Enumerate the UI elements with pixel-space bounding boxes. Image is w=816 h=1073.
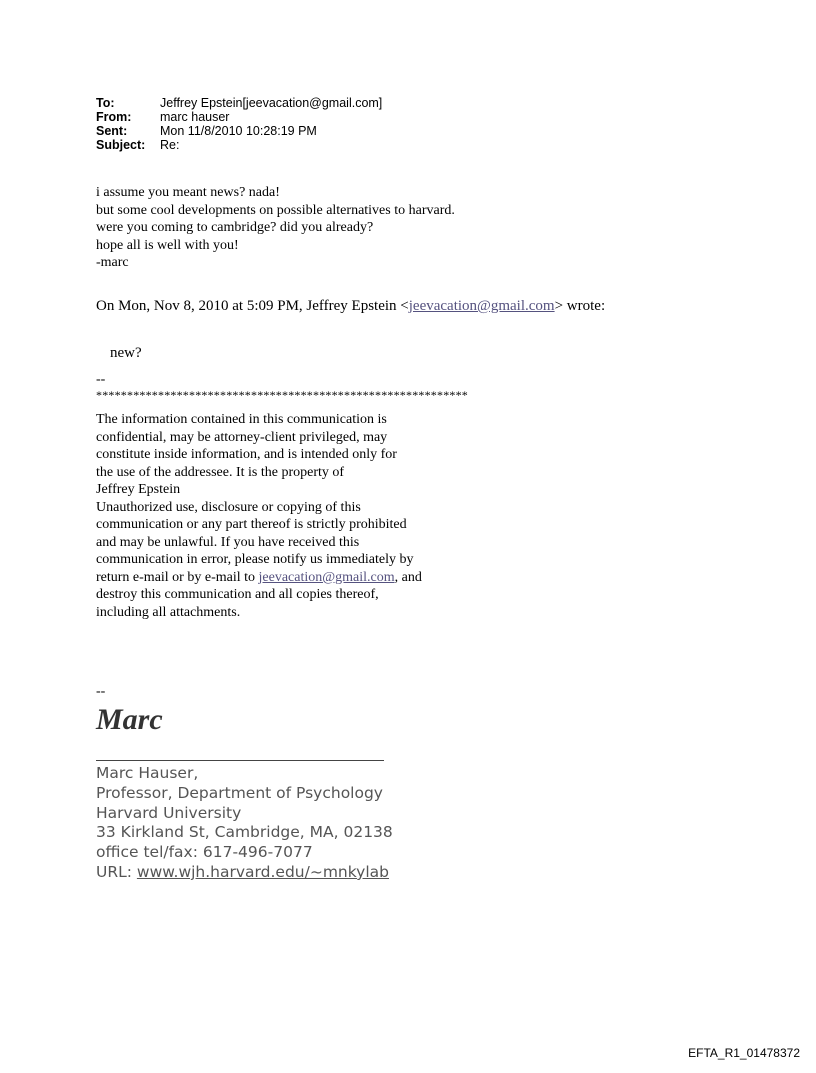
signature-contact <box>96 764 393 883</box>
disclaimer-line: including all attachments. <box>96 604 241 620</box>
from-label: From: <box>96 110 132 124</box>
subject-row <box>96 138 382 152</box>
subject-label: Subject: <box>96 138 146 152</box>
from-row <box>96 110 382 124</box>
quoted-message <box>110 345 142 363</box>
disclaimer-line: and may be unlawful. If you have received this <box>96 534 360 550</box>
disclaimer-line: confidential, may be attorney-client privileged, may <box>96 429 388 445</box>
contact-line: Harvard University <box>96 803 242 822</box>
quoted-signature-dash: -- <box>96 372 106 387</box>
quote-intro-text: On Mon, Nov 8, 2010 at 5:09 PM, Jeffrey Epstein < <box>96 298 409 314</box>
body-line: were you coming to cambridge? did you already? <box>96 220 374 235</box>
quote-attribution <box>96 298 796 316</box>
email-header <box>96 96 382 152</box>
signature-divider <box>96 760 384 761</box>
disclaimer-line: constitute inside information, and is intended only for <box>96 447 397 462</box>
signature-dash: -- <box>96 684 106 699</box>
disclaimer-line: the use of the addressee. It is the property of <box>96 464 345 480</box>
to-row <box>96 96 382 110</box>
email-body <box>96 184 455 272</box>
contact-line: Professor, Department of Psychology <box>96 783 383 802</box>
url-label: URL: <box>96 862 137 881</box>
disclaimer-email-link[interactable]: jeevacation@gmail.com <box>258 569 395 585</box>
signature-name: Marc <box>96 703 163 736</box>
contact-line: office tel/fax: 617-496-7077 <box>96 843 313 862</box>
disclaimer-line: destroy this communication and all copies thereof, <box>96 587 379 602</box>
disclaimer-line: Jeffrey Epstein <box>96 482 181 497</box>
subject-value: Re: <box>160 138 180 152</box>
sent-label: Sent: <box>96 124 128 138</box>
body-line: hope all is well with you! <box>96 237 239 253</box>
disclaimer-line: communication or any part thereof is strictly prohibited <box>96 517 407 532</box>
sent-row <box>96 124 382 138</box>
disclaimer-return-tail: , and <box>394 569 422 585</box>
quote-email-link[interactable]: jeevacation@gmail.com <box>408 298 555 314</box>
disclaimer-line: The information contained in this communication is <box>96 412 387 427</box>
lab-url-link[interactable]: www.wjh.harvard.edu/~mnkylab <box>136 862 389 881</box>
body-line: -marc <box>96 255 129 270</box>
disclaimer-line: communication in error, please notify us immediately by <box>96 552 414 567</box>
document-id: EFTA_R1_01478372 <box>688 1046 800 1060</box>
confidentiality-disclaimer <box>96 411 422 621</box>
to-label: To: <box>96 96 115 110</box>
contact-line: Marc Hauser, <box>96 764 199 782</box>
quote-intro-tail: > wrote: <box>554 298 606 314</box>
body-line: but some cool developments on possible alternatives to harvard. <box>96 202 455 218</box>
url-line <box>96 863 393 883</box>
to-value: Jeffrey Epstein[jeevacation@gmail.com] <box>160 96 383 110</box>
contact-line: 33 Kirkland St, Cambridge, MA, 02138 <box>96 823 393 842</box>
disclaimer-line <box>96 569 422 587</box>
from-value: marc hauser <box>160 110 230 124</box>
asterisk-separator: ************************************************************ <box>96 388 468 402</box>
disclaimer-line: Unauthorized use, disclosure or copying of this <box>96 499 361 515</box>
disclaimer-return-text: return e-mail or by e-mail to <box>96 569 259 585</box>
body-line: i assume you meant news? nada! <box>96 185 280 200</box>
sent-value: Mon 11/8/2010 10:28:19 PM <box>160 124 317 138</box>
quoted-message-text: new? <box>110 345 142 361</box>
